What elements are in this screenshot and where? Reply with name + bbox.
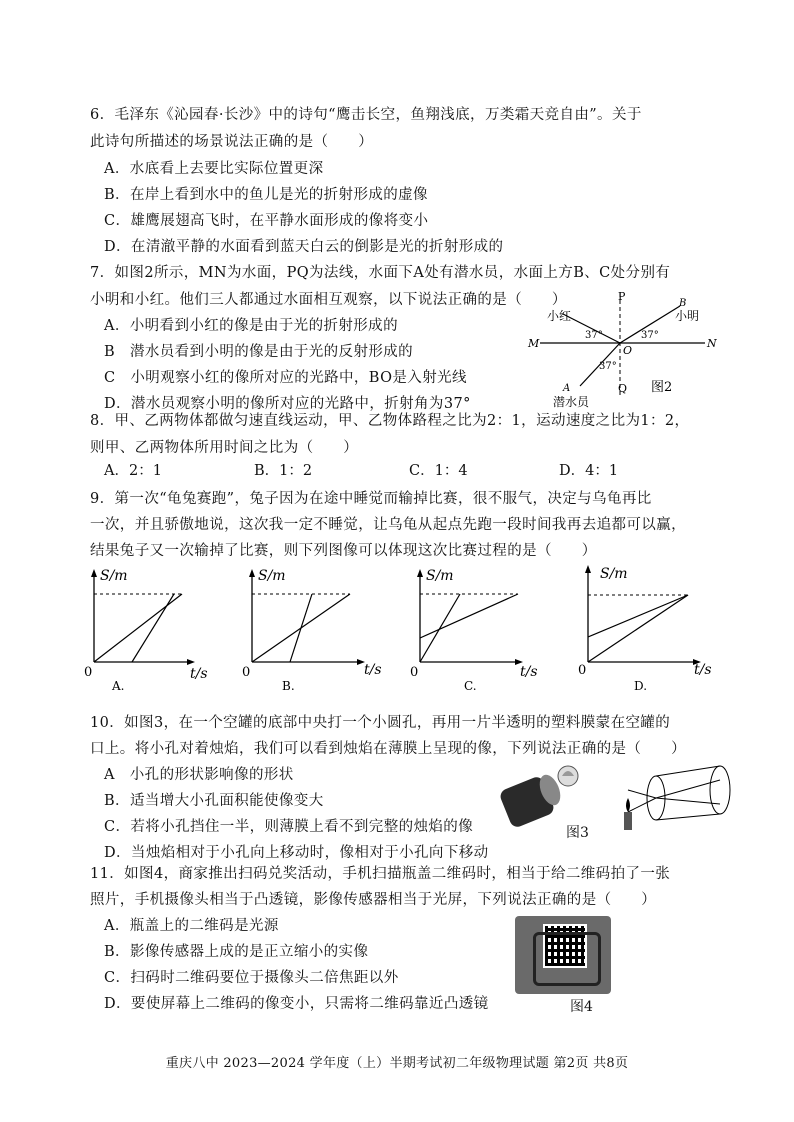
graph-a-origin: 0 bbox=[84, 665, 93, 680]
graph-c-origin: 0 bbox=[410, 665, 419, 680]
graph-a-label: A. bbox=[112, 679, 125, 693]
figure-4-caption: 图4 bbox=[570, 999, 593, 1015]
q10-option-c: C．若将小孔挡住一半，则薄膜上看不到完整的烛焰的像 bbox=[104, 819, 474, 835]
phone-frame bbox=[533, 932, 601, 986]
q11-option-c: C．扫码时二维码要位于摄像头二倍焦距以外 bbox=[104, 970, 399, 986]
q10-option-a: A 小孔的形状影响像的形状 bbox=[104, 767, 294, 783]
q9-graph-d bbox=[576, 562, 726, 696]
label-m: M bbox=[528, 337, 540, 350]
graph-c-xlabel: t/s bbox=[520, 664, 538, 680]
q11-option-d: D．要使屏幕上二维码的像变小，只需将二维码靠近凸透镜 bbox=[104, 996, 489, 1012]
figure-2-refraction-diagram bbox=[525, 288, 715, 410]
q10-option-b: B．适当增大小孔面积能使像变大 bbox=[104, 793, 324, 809]
label-n: N bbox=[707, 337, 717, 350]
graph-b-ylabel: S/m bbox=[258, 568, 286, 584]
q9-stem-line1: 9．第一次“龟兔赛跑”，兔子因为在途中睡觉而输掉比赛，很不服气，决定与乌龟再比 bbox=[90, 491, 652, 507]
q11-stem-line2: 照片，手机摄像头相当于凸透镜，影像传感器相当于光屏，下列说法正确的是（ ） bbox=[90, 892, 657, 908]
q9-stem-line3: 结果兔子又一次输掉了比赛，则下列图像可以体现这次比赛过程的是（ ） bbox=[90, 543, 597, 559]
figure-2-caption: 图2 bbox=[651, 380, 673, 395]
q9-graph-c bbox=[408, 566, 558, 696]
q9-graph-a bbox=[82, 566, 232, 696]
label-angle-right: 37° bbox=[641, 330, 659, 341]
q6-stem-line1: 6．毛泽东《沁园春·长沙》中的诗句“鹰击长空，鱼翔浅底，万类霜天竞自由”。关于 bbox=[90, 107, 642, 123]
q8-option-c: C．1：4 bbox=[409, 463, 468, 479]
label-p: P bbox=[618, 290, 626, 303]
q6-stem-line2: 此诗句所描述的场景说法正确的是（ ） bbox=[90, 134, 374, 150]
q7-stem-line1: 7．如图2所示，MN为水面，PQ为法线，水面下A处有潜水员，水面上方B、C处分别有 bbox=[90, 265, 671, 281]
label-a: A bbox=[563, 383, 571, 394]
graph-d-xlabel: t/s bbox=[694, 662, 712, 678]
graph-c-ylabel: S/m bbox=[426, 568, 454, 584]
q10-option-d: D．当烛焰相对于小孔向上移动时，像相对于小孔向下移动 bbox=[104, 845, 489, 861]
q7-option-a: A．小明看到小红的像是由于光的折射形成的 bbox=[104, 318, 398, 334]
q11-stem-line1: 11．如图4，商家推出扫码兑奖活动，手机扫描瓶盖二维码时，相当于给二维码拍了一张 bbox=[90, 866, 671, 882]
q7-option-d: D．潜水员观察小明的像所对应的光路中，折射角为37° bbox=[104, 396, 471, 412]
graph-b-label: B. bbox=[282, 679, 295, 693]
label-diver: 潜水员 bbox=[553, 395, 590, 409]
label-o: O bbox=[623, 344, 633, 357]
graph-d-ylabel: S/m bbox=[600, 566, 628, 582]
label-q: Q bbox=[618, 382, 628, 395]
label-b: B bbox=[679, 298, 687, 309]
graph-b-xlabel: t/s bbox=[364, 662, 382, 678]
figure-3-pinhole-camera bbox=[498, 760, 738, 844]
q8-stem-line2: 则甲、乙两物体所用时间之比为（ ） bbox=[90, 440, 359, 456]
q10-stem-line1: 10．如图3，在一个空罐的底部中央打一个小圆孔，再用一片半透明的塑料膜蒙在空罐的 bbox=[90, 715, 671, 731]
q9-graph-b bbox=[240, 566, 390, 696]
q11-option-a: A．瓶盖上的二维码是光源 bbox=[104, 918, 279, 934]
label-xiaoming: 小明 bbox=[675, 309, 700, 323]
q11-option-b: B．影像传感器上成的是正立缩小的实像 bbox=[104, 944, 369, 960]
label-xiaohong: 小红 bbox=[547, 309, 572, 323]
q8-stem-line1: 8．甲、乙两物体都做匀速直线运动，甲、乙物体路程之比为2：1，运动速度之比为1：2， bbox=[90, 413, 690, 429]
q8-option-d: D．4：1 bbox=[559, 463, 619, 479]
q6-option-a: A．水底看上去要比实际位置更深 bbox=[104, 161, 324, 177]
graph-a-ylabel: S/m bbox=[100, 568, 128, 584]
q9-stem-line2: 一次，并且骄傲地说，这次我一定不睡觉，让乌龟从起点先跑一段时间我再去追都可以赢， bbox=[90, 517, 686, 533]
figure-3-caption: 图3 bbox=[566, 825, 589, 841]
graph-c-label: C. bbox=[464, 679, 477, 693]
q6-option-d: D．在清澈平静的水面看到蓝天白云的倒影是光的折射形成的 bbox=[104, 239, 504, 255]
pinhole-diagram bbox=[624, 766, 730, 830]
graph-b-origin: 0 bbox=[242, 665, 251, 680]
can-photo bbox=[498, 766, 578, 829]
q8-option-b: B．1：2 bbox=[254, 463, 313, 479]
graph-d-label: D. bbox=[634, 679, 648, 693]
graph-d-origin: 0 bbox=[578, 663, 587, 678]
figure-4-qr-photo bbox=[515, 916, 611, 994]
page-footer: 重庆八中 2023—2024 学年度（上）半期考试初二年级物理试题 第2页 共8页 bbox=[165, 1056, 629, 1071]
q6-option-b: B．在岸上看到水中的鱼儿是光的折射形成的虚像 bbox=[104, 187, 428, 203]
label-angle-left: 37° bbox=[585, 330, 603, 341]
q7-stem-line2: 小明和小红。他们三人都通过水面相互观察，以下说法正确的是（ ） bbox=[90, 292, 567, 308]
q7-option-b: B 潜水员看到小明的像是由于光的反射形成的 bbox=[104, 344, 414, 360]
label-angle-bottom: 37° bbox=[599, 361, 617, 372]
q8-option-a: A．2：1 bbox=[104, 463, 162, 479]
q7-option-c: C 小明观察小红的像所对应的光路中，BO是入射光线 bbox=[104, 370, 467, 386]
graph-a-xlabel: t/s bbox=[190, 666, 208, 682]
q6-option-c: C．雄鹰展翅高飞时，在平静水面形成的像将变小 bbox=[104, 213, 429, 229]
q10-stem-line2: 口上。将小孔对着烛焰，我们可以看到烛焰在薄膜上呈现的像，下列说法正确的是（ ） bbox=[90, 741, 686, 757]
